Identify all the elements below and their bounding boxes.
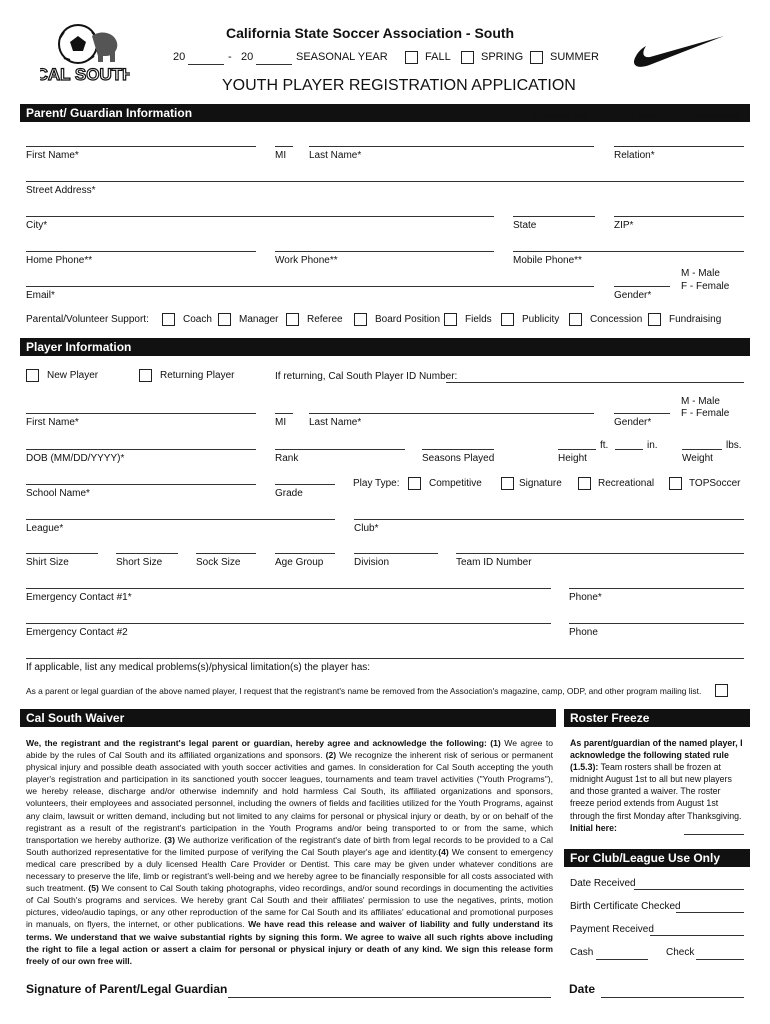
topsoccer-label: TOPSoccer <box>689 478 741 489</box>
work-phone-label: Work Phone** <box>275 255 338 266</box>
sock-size-label: Sock Size <box>196 557 241 568</box>
short-size-line[interactable] <box>116 553 178 554</box>
parent-gender-male-note: M - Male <box>681 268 720 279</box>
new-player-checkbox[interactable] <box>26 369 39 382</box>
cash-label: Cash <box>570 947 594 958</box>
date-label: Date <box>569 982 596 996</box>
seasons-played-line[interactable] <box>422 449 494 450</box>
waiver-n4: (4) <box>438 846 449 857</box>
support-coach-checkbox[interactable] <box>162 313 175 326</box>
date-received-line[interactable] <box>634 889 744 890</box>
player-mi-line[interactable] <box>275 413 293 414</box>
emergency-2-phone-line[interactable] <box>569 623 744 624</box>
waiver-section-title: Cal South Waiver <box>26 711 125 725</box>
waiver-n1: (1) <box>490 738 501 748</box>
club-section-bar <box>564 849 750 867</box>
competitive-label: Competitive <box>429 478 482 489</box>
player-section-bar <box>20 338 750 356</box>
waiver-clause-4: We consent to emergency medical care prescribed by a duly licensed Health Care Provider or Dentist. This care may be given under whatever conditions are necessary to preserve the life, limb or registrant's well-being and we hereby agree to be financially responsible for all costs associated with such treatment. <box>26 846 553 894</box>
email-line[interactable] <box>26 286 594 287</box>
roster-section-title: Roster Freeze <box>570 711 650 725</box>
zip-label: ZIP* <box>614 220 634 231</box>
league-line[interactable] <box>26 519 335 520</box>
state-label: State <box>513 220 537 231</box>
emergency-1-phone-line[interactable] <box>569 588 744 589</box>
city-label: City* <box>26 220 48 231</box>
support-concession-checkbox[interactable] <box>569 313 582 326</box>
parent-first-name-label: First Name* <box>26 150 79 161</box>
returning-player-checkbox[interactable] <box>139 369 152 382</box>
player-mi-label: MI <box>275 417 287 428</box>
age-group-line[interactable] <box>275 553 335 554</box>
support-fields-label: Fields <box>465 314 492 325</box>
support-manager-checkbox[interactable] <box>218 313 231 326</box>
support-referee-label: Referee <box>307 314 343 325</box>
cash-line[interactable] <box>596 959 648 960</box>
signature-label: Signature <box>519 478 562 489</box>
payment-label: Payment Received <box>570 924 654 935</box>
new-player-label: New Player <box>47 370 99 381</box>
year-prefix-2: 20 <box>241 51 254 63</box>
parent-mi-label: MI <box>275 150 287 161</box>
waiver-clause-5: We consent to Cal South taking photographs, video recordings, and/or sound recordings in documenting the activities of Cal South's programs and services. We hereby grant Cal South and their affiliates' permission to use the negatives, prints, motion pictures, video/audio tapings, or any other reproduction of the same for Cal South and its affiliates' educational and promotional purposes in manuals, on flyers, the internet, or other publications. <box>26 883 554 930</box>
support-board-label: Board Position <box>375 314 441 325</box>
waiver-intro: We, the registrant and the registrant's legal parent or guardian, hereby agree and acknowledge the following: <box>26 738 487 748</box>
year-dash: - <box>228 51 232 63</box>
returning-player-label: Returning Player <box>160 370 235 381</box>
support-referee-checkbox[interactable] <box>286 313 299 326</box>
dob-line[interactable] <box>26 449 256 450</box>
birth-cert-line[interactable] <box>676 912 744 913</box>
waiver-clause-1: We agree to abide by the rules of Cal South and its affiliated organizations and sponsors. <box>26 738 554 761</box>
emergency-1-line[interactable] <box>26 588 551 589</box>
year-prefix-1: 20 <box>173 51 186 63</box>
height-label: Height <box>558 453 587 464</box>
grade-label: Grade <box>275 488 303 499</box>
mailing-optout-checkbox[interactable] <box>715 684 728 697</box>
roster-initial-line[interactable] <box>684 834 744 835</box>
parent-first-name-line[interactable] <box>26 146 256 147</box>
roster-section-bar <box>564 709 750 727</box>
waiver-clause-3: We authorize verification of the registrant's date of birth from legal records to be provided to a Cal South authorized representative for the limited purpose of verifying the Cal South player's age and identity. <box>26 834 553 857</box>
school-label: School Name* <box>26 488 90 499</box>
form-title: YOUTH PLAYER REGISTRATION APPLICATION <box>222 77 576 94</box>
date-received-label: Date Received <box>570 878 636 889</box>
parent-last-name-line[interactable] <box>309 146 594 147</box>
division-label: Division <box>354 557 390 568</box>
weight-line[interactable] <box>682 449 722 450</box>
mobile-phone-label: Mobile Phone** <box>513 255 582 266</box>
parent-relation-label: Relation* <box>614 150 655 161</box>
parent-relation-line[interactable] <box>614 146 744 147</box>
mobile-phone-line[interactable] <box>513 251 744 252</box>
medical-label: If applicable, list any medical problems(s)/physical limitation(s) the player has: <box>26 662 371 673</box>
org-title: California State Soccer Association - South <box>226 25 515 41</box>
check-line[interactable] <box>696 959 744 960</box>
returning-id-label: If returning, Cal South Player ID Number: <box>275 371 458 382</box>
support-label: Parental/Volunteer Support: <box>26 314 149 325</box>
play-type-label: Play Type: <box>353 478 400 489</box>
waiver-n2: (2) <box>325 750 337 761</box>
competitive-checkbox[interactable] <box>408 477 421 490</box>
parent-gender-line[interactable] <box>614 286 670 287</box>
zip-line[interactable] <box>614 216 744 217</box>
birth-cert-label: Birth Certificate Checked <box>570 901 681 912</box>
home-phone-line[interactable] <box>26 251 256 252</box>
player-section-title: Player Information <box>26 340 132 354</box>
roster-initial-label: Initial here: <box>570 822 617 833</box>
waiver-n5: (5) <box>88 883 99 894</box>
team-id-line[interactable] <box>456 553 744 554</box>
emergency-2-phone-label: Phone <box>569 627 598 638</box>
year-1-line[interactable] <box>188 64 224 65</box>
shirt-size-label: Shirt Size <box>26 557 69 568</box>
atleast-note: **At least one field is required <box>620 111 739 121</box>
roster-bold: As parent/guardian of the named player, I acknowledge the following stated rule (1.5.3): <box>570 738 743 773</box>
cal-south-logo <box>40 22 130 86</box>
player-gender-female-note: F - Female <box>681 408 730 419</box>
parent-section-title: Parent/ Guardian Information <box>26 106 193 120</box>
medical-top-line[interactable] <box>26 658 744 659</box>
height-in-line[interactable] <box>615 449 643 450</box>
support-fundraising-checkbox[interactable] <box>648 313 661 326</box>
waiver-closing: We have read this release and waiver of liability and fully understand its terms. We understand that we waive substantial rights by signing this form. We agree to waive all such rights above including the right to file a legal action or assert a claim for personal or physical injury or death of any kind. We sign this release form freely of our own free will. <box>26 919 554 966</box>
mailing-optout-text: As a parent or legal guardian of the above named player, I request that the registrant's name be removed from the Association's magazine, camp, ODP, and other program mailing list. <box>26 686 702 696</box>
spring-checkbox[interactable] <box>461 51 474 64</box>
support-coach-label: Coach <box>183 314 212 325</box>
support-fundraising-label: Fundraising <box>669 314 722 325</box>
recreational-label: Recreational <box>598 478 655 489</box>
school-line[interactable] <box>26 484 256 485</box>
fall-checkbox[interactable] <box>405 51 418 64</box>
date-line[interactable] <box>601 997 744 998</box>
support-fields-checkbox[interactable] <box>444 313 457 326</box>
emergency-1-phone-label: Phone* <box>569 592 602 603</box>
emergency-2-line[interactable] <box>26 623 551 624</box>
player-first-name-line[interactable] <box>26 413 256 414</box>
waiver-n3: (3) <box>164 834 175 845</box>
weight-label: Weight <box>682 453 713 464</box>
parent-gender-female-note: F - Female <box>681 281 730 292</box>
parent-gender-label: Gender* <box>614 290 652 301</box>
seasonal-year-label: SEASONAL YEAR <box>296 51 388 63</box>
spring-label: SPRING <box>481 51 524 63</box>
rank-line[interactable] <box>275 449 405 450</box>
work-phone-line[interactable] <box>275 251 494 252</box>
waiver-section-bar <box>20 709 556 727</box>
summer-checkbox[interactable] <box>530 51 543 64</box>
league-label: League* <box>26 523 64 534</box>
player-gender-male-note: M - Male <box>681 396 720 407</box>
grade-line[interactable] <box>275 484 335 485</box>
support-publicity-label: Publicity <box>522 314 560 325</box>
support-board-checkbox[interactable] <box>354 313 367 326</box>
waiver-clause-2: We recognize the inherent risk of serious or permanent physical injury and possible death associated with youth soccer activities and games. In consideration for Cal South accepting the youth player's registration and participation in its sanctioned youth soccer leagues, tournaments and team travel activities ("Youth Programs"), we hereby release, discharge and/or otherwise indemnify and hold harmless Cal South, its affiliated organizations and sponsors, volunteers, their employees and associated personnel, including the owners of fields and facilities utilized for the Youth Programs, against any claim, lawsuit or written demand, including but not limited to any claims for personal or physical injury or death, by or on behalf of the registrant as a result of the registrant's participation in the Youth Programs and/or being transported to or from the same, which transportation we hereby authorize. <box>26 750 554 845</box>
player-first-name-label: First Name* <box>26 417 79 428</box>
fall-label: FALL <box>425 51 451 63</box>
signature-checkbox[interactable] <box>501 477 514 490</box>
player-last-name-line[interactable] <box>309 413 594 414</box>
support-concession-label: Concession <box>590 314 643 325</box>
club-label: Club* <box>354 523 379 534</box>
seasons-played-label: Seasons Played <box>422 453 495 464</box>
sock-size-line[interactable] <box>196 553 256 554</box>
waiver-text <box>26 737 553 967</box>
height-ft-label: ft. <box>600 440 609 451</box>
division-line[interactable] <box>354 553 438 554</box>
summer-label: SUMMER <box>550 51 599 63</box>
club-line[interactable] <box>354 519 744 520</box>
roster-rule: Team rosters shall be frozen at midnight August 1st to all but new players and those granted a waiver. The roster freeze period extends from August 1st through the first Monday after Thanksgiving. <box>570 762 742 821</box>
home-phone-label: Home Phone** <box>26 255 93 266</box>
year-2-line[interactable] <box>256 64 292 65</box>
signature-label: Signature of Parent/Legal Guardian <box>26 982 228 996</box>
age-group-label: Age Group <box>275 557 324 568</box>
roster-text <box>570 737 746 834</box>
payment-line[interactable] <box>650 935 744 936</box>
street-label: Street Address* <box>26 185 96 196</box>
player-last-name-label: Last Name* <box>309 417 362 428</box>
rank-label: Rank <box>275 453 299 464</box>
required-note: *Required field <box>530 111 590 121</box>
dob-label: DOB (MM/DD/YYYY)* <box>26 453 125 464</box>
height-in-label: in. <box>647 440 658 451</box>
state-line[interactable] <box>513 216 595 217</box>
recreational-checkbox[interactable] <box>578 477 591 490</box>
parent-mi-line[interactable] <box>275 146 293 147</box>
team-id-label: Team ID Number <box>456 557 532 568</box>
support-manager-label: Manager <box>239 314 279 325</box>
player-gender-line[interactable] <box>614 413 670 414</box>
returning-id-line[interactable] <box>446 382 744 383</box>
emergency-1-label: Emergency Contact #1* <box>26 592 132 603</box>
street-line[interactable] <box>26 181 744 182</box>
signature-line[interactable] <box>228 997 551 998</box>
club-section-title: For Club/League Use Only <box>570 851 721 865</box>
weight-lbs-label: lbs. <box>726 440 742 451</box>
check-label: Check <box>666 947 695 958</box>
city-line[interactable] <box>26 216 494 217</box>
height-ft-line[interactable] <box>558 449 596 450</box>
email-label: Email* <box>26 290 55 301</box>
player-gender-label: Gender* <box>614 417 652 428</box>
logo-text: CAL SOUTH <box>40 65 130 84</box>
nike-swoosh-icon <box>628 32 728 72</box>
shirt-size-line[interactable] <box>26 553 98 554</box>
topsoccer-checkbox[interactable] <box>669 477 682 490</box>
emergency-2-label: Emergency Contact #2 <box>26 627 128 638</box>
support-publicity-checkbox[interactable] <box>501 313 514 326</box>
parent-last-name-label: Last Name* <box>309 150 362 161</box>
short-size-label: Short Size <box>116 557 163 568</box>
